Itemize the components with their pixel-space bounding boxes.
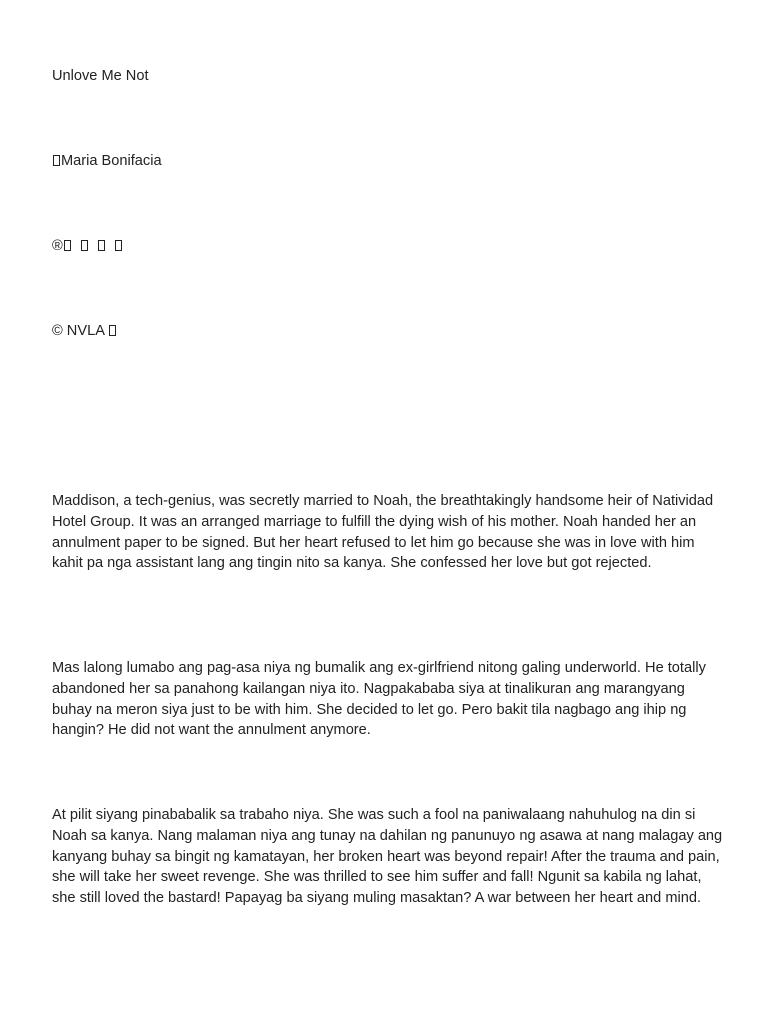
book-title	[52, 66, 149, 87]
registered-mark: ®	[52, 238, 63, 254]
unknown-glyph-icon	[64, 240, 71, 251]
synopsis-paragraph-3: At pilit siyang pinababalik sa trabaho niya. She was such a fool na paniwalaang nahuhulog na din si Noah sa kanya. Nang malaman niya ang tunay na dahilan ng panunuyo ng asawa at nang malagay ang kanyang buhay sa bingit ng kamatayan, her broken heart was beyond repair! After the trauma and pain, she will take her sweet revenge. She was thrilled to see him suffer and fall! Ngunit sa kabila ng lahat, she still loved the bastard! Papayag ba siyang muling masaktan? A war between her heart and mind.	[52, 807, 723, 907]
unknown-glyph-icon	[115, 240, 122, 251]
unknown-glyph-icon	[81, 240, 88, 251]
synopsis-paragraph-1: Maddison, a tech-genius, was secretly married to Noah, the breathtakingly handsome heir of Natividad Hotel Group. It was an arranged marriage to fulfill the dying wish of his mother. Noah handed her an annulment paper to be signed. But her heart refused to let him go because she was in love with him kahit pa nga assistant lang ang tingin nito sa kanya. She confessed her love but got rejected.	[52, 493, 714, 572]
unknown-glyph-icon	[53, 155, 60, 166]
registered-line	[52, 236, 123, 257]
author-line	[52, 151, 162, 172]
synopsis-paragraph-2: Mas lalong lumabo ang pag-asa niya ng bumalik ang ex-girlfriend nitong galing underworld. He totally abandoned her sa panahong kailangan niya ito. Nagpakababa siya at tinalikuran ang marangyang buhay na meron siya just to be with him. She decided to let go. Pero bakit tila nagbago ang ihip ng hangin? He did not want the annulment anymore.	[52, 660, 706, 739]
book-title-text: Unlove Me Not	[52, 68, 149, 84]
copyright-line	[52, 321, 117, 342]
unknown-glyph-icon	[98, 240, 105, 251]
unknown-glyph-icon	[109, 325, 116, 336]
author-name: Maria Bonifacia	[61, 153, 162, 169]
copyright-text: © NVLA	[52, 323, 105, 339]
